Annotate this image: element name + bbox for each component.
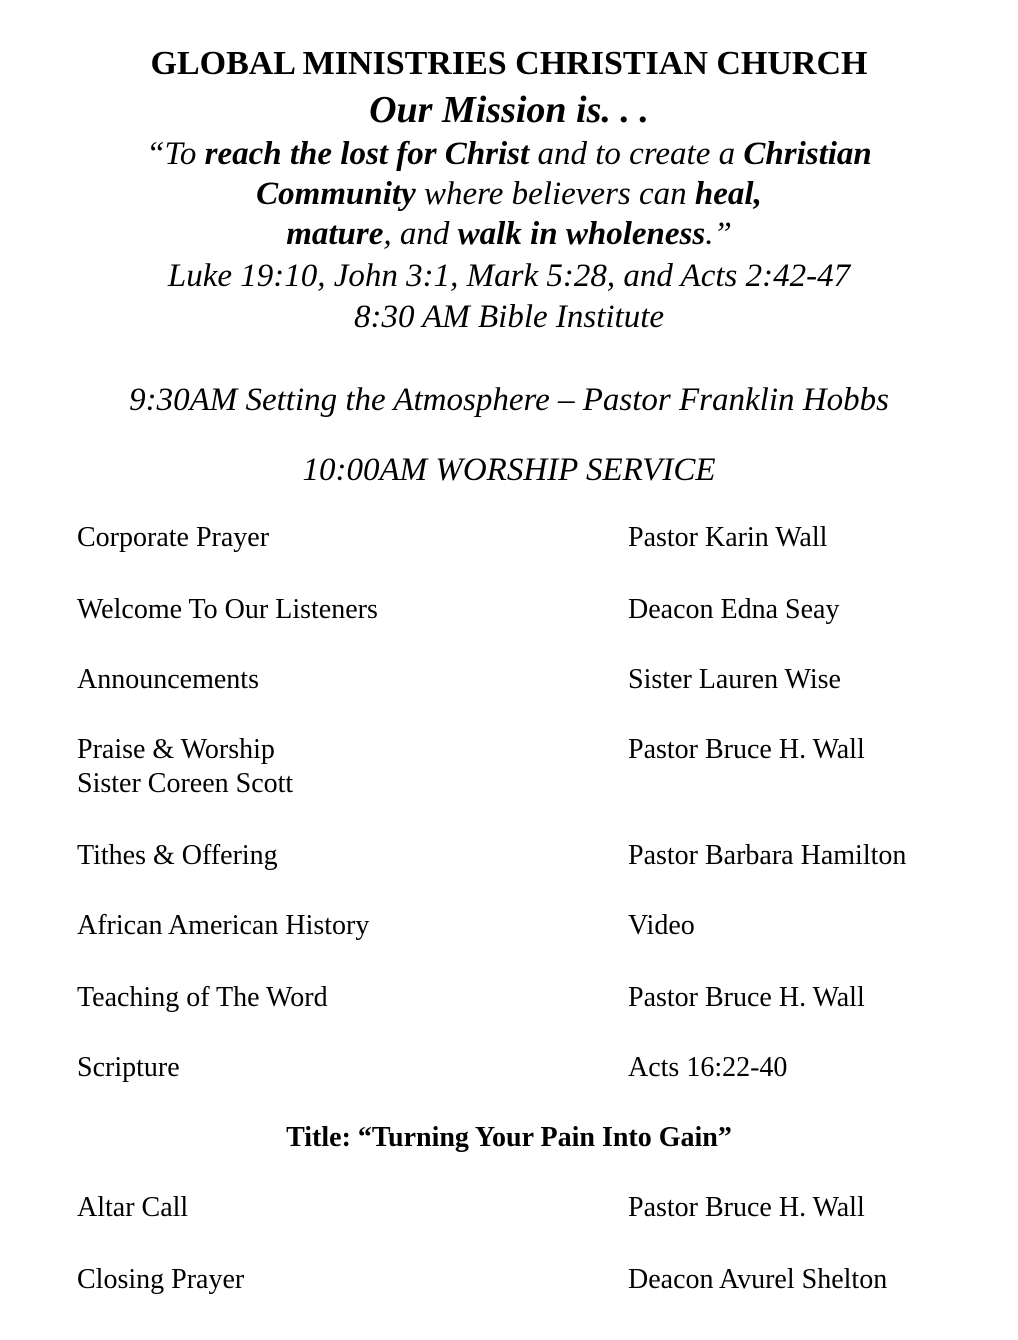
program-item: Corporate Prayer: [77, 522, 270, 553]
program-leader: Pastor Bruce H. Wall: [628, 734, 865, 765]
program-item-sub: Sister Coreen Scott: [77, 768, 294, 799]
mission-emphasis: walk in wholeness: [457, 216, 706, 252]
mission-line-3: [0, 214, 1018, 254]
church-name: GLOBAL MINISTRIES CHRISTIAN CHURCH: [150, 45, 868, 82]
mission-heading: Our Mission is. . .: [369, 89, 649, 131]
bible-institute-time: 8:30 AM Bible Institute: [353, 299, 665, 335]
mission-emphasis: mature: [286, 216, 384, 252]
mission-text-part: “To: [146, 136, 205, 172]
mission-text-part: where believers can: [415, 176, 695, 212]
program-leader: Deacon Edna Seay: [628, 594, 840, 625]
worship-service-heading: 10:00AM WORSHIP SERVICE: [302, 452, 716, 488]
mission-statement: [0, 134, 1018, 254]
program-item: Welcome To Our Listeners: [77, 594, 378, 625]
program-leader: Sister Lauren Wise: [628, 664, 841, 695]
mission-text-part: and to create a: [529, 136, 744, 172]
mission-emphasis: reach the lost for Christ: [204, 136, 530, 172]
mission-emphasis: Christian: [743, 136, 872, 172]
program-leader: Pastor Barbara Hamilton: [628, 840, 907, 871]
mission-text-part: .”: [705, 216, 732, 252]
program-leader: Video: [628, 910, 695, 941]
program-item: Announcements: [77, 664, 259, 695]
mission-emphasis: Community: [256, 176, 416, 212]
program-item: Tithes & Offering: [77, 840, 278, 871]
mission-line-1: [0, 134, 1018, 174]
program-item-group: [77, 733, 293, 801]
program-leader: Pastor Bruce H. Wall: [628, 1192, 865, 1223]
program-leader: Pastor Bruce H. Wall: [628, 982, 865, 1013]
program-item: African American History: [77, 910, 370, 941]
program-item: Altar Call: [77, 1192, 189, 1223]
program-leader: Deacon Avurel Shelton: [628, 1264, 888, 1295]
mission-text-part: , and: [383, 216, 458, 252]
program-leader: Acts 16:22-40: [628, 1052, 788, 1083]
program-item: Closing Prayer: [77, 1264, 245, 1295]
mission-line-2: [0, 174, 1018, 214]
program-item: Scripture: [77, 1052, 180, 1083]
scripture-references: Luke 19:10, John 3:1, Mark 5:28, and Acts 2:42-47: [167, 258, 851, 294]
program-item: Praise & Worship: [77, 734, 275, 765]
sermon-title: Title: “Turning Your Pain Into Gain”: [286, 1122, 732, 1153]
program-leader: Pastor Karin Wall: [628, 522, 828, 553]
program-item: Teaching of The Word: [77, 982, 328, 1013]
atmosphere-time: 9:30AM Setting the Atmosphere – Pastor Franklin Hobbs: [129, 382, 889, 418]
mission-emphasis: heal,: [694, 176, 762, 212]
